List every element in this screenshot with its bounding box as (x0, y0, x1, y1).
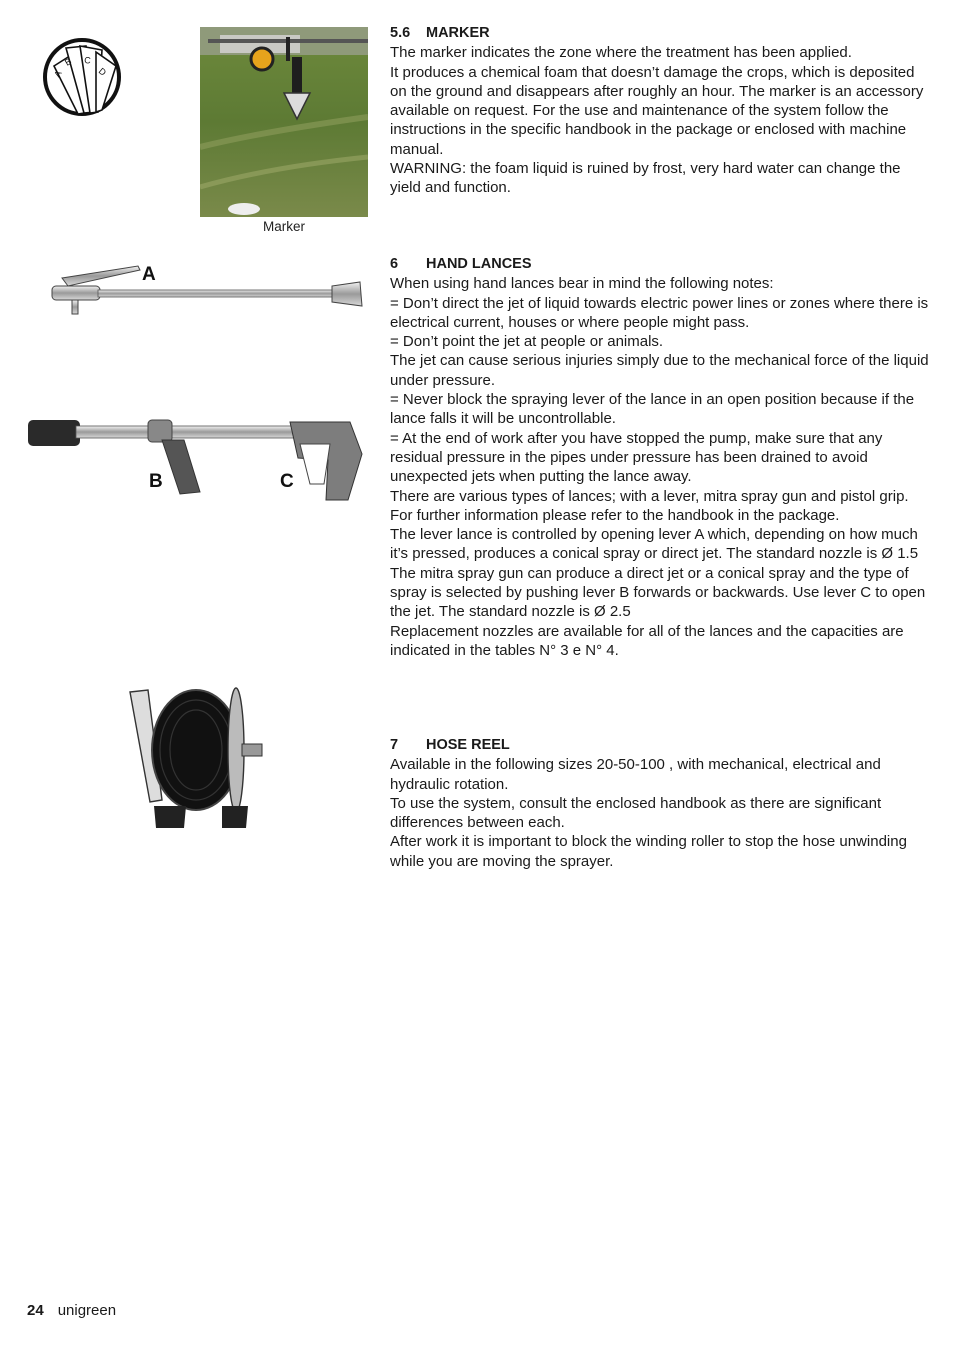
hose-reel-illustration (126, 680, 268, 830)
paragraph: There are various types of lances; with a lever, mitra spray gun and pistol grip. (390, 487, 909, 505)
paragraph: The mitra spray gun can produce a direct jet or a conical spray and the type of spray is selected by pushing lever B forwards or backwards. Use lever C to open the jet. The standard nozzle is Ø 2.5 (390, 564, 926, 621)
paragraph: The lever lance is controlled by opening lever A which, depending on how much it’s pressed, produces a conical spray or direct jet. The standard nozzle is Ø 1.5 (390, 526, 919, 563)
marker-section (390, 24, 930, 198)
brand-name: unigreen (57, 1302, 117, 1319)
paragraph: The jet can cause serious injuries simply due to the mechanical force of the liquid under pressure. (390, 352, 929, 389)
hose-reel-section (390, 736, 930, 871)
section-number: 6 (390, 256, 399, 272)
logo-letter: D (96, 65, 109, 78)
lever-lance-illustration (44, 262, 370, 322)
paragraph: After work it is important to block the winding roller to stop the hose unwinding while you are moving the sprayer. (390, 833, 907, 870)
section-heading (390, 24, 930, 43)
logo-letter: C (83, 55, 92, 66)
paragraph: = Never block the spraying lever of the lance in an open position because if the lance falls it will be uncontrollable. (390, 391, 915, 428)
section-number: 5.6 (390, 25, 411, 41)
paragraph: It produces a chemical foam that doesn’t damage the crops, which is deposited on the ground and disappears after roughly an hour. The marker is an accessory available on request. For the use and maintenance of the system follow the instructions in the specific handbook in the package or enclosed with machine manual. (390, 63, 924, 158)
paragraph: = Don’t point the jet at people or animals. (390, 333, 664, 351)
lever-b-label: B (149, 471, 163, 492)
lever-a-label: A (142, 264, 156, 285)
manual-logo-icon (40, 36, 124, 118)
paragraph: WARNING: the foam liquid is ruined by frost, very hard water can change the yield and function. (390, 160, 901, 197)
paragraph: For further information please refer to the handbook in the package. (390, 506, 840, 524)
paragraph: = Don’t direct the jet of liquid towards electric power lines or zones where there is electrical current, houses or where people might pass. (390, 294, 929, 331)
section-title: MARKER (426, 25, 490, 41)
section-title: HOSE REEL (426, 737, 510, 753)
page-number: 24 (27, 1302, 44, 1319)
section-number: 7 (390, 737, 399, 753)
logo-letter: B (63, 56, 74, 68)
marker-photo-caption: Marker (262, 219, 305, 234)
spray-gun-illustration (28, 414, 368, 506)
paragraph: = At the end of work after you have stopped the pump, make sure that any residual pressure in the pipes under pressure has been drained to avoid unexpected jets when putting the lance away. (390, 429, 883, 486)
lever-c-label: C (280, 471, 294, 492)
section-title: HAND LANCES (426, 256, 532, 272)
paragraph: To use the system, consult the enclosed handbook as there are significant differences between each. (390, 794, 882, 832)
section-heading (390, 736, 930, 755)
paragraph: When using hand lances bear in mind the following notes: (390, 275, 774, 293)
paragraph: Replacement nozzles are available for all of the lances and the capacities are indicated in the tables N° 3 e N° 4. (390, 622, 904, 659)
marker-photo (200, 27, 368, 217)
paragraph: The marker indicates the zone where the treatment has been applied. (390, 44, 852, 62)
logo-letter: A (52, 68, 64, 79)
section-heading (390, 255, 930, 274)
paragraph: Available in the following sizes 20-50-100 , with mechanical, electrical and hydraulic rotation. (390, 756, 881, 793)
page-footer (27, 1302, 116, 1319)
hand-lances-section (390, 255, 930, 660)
